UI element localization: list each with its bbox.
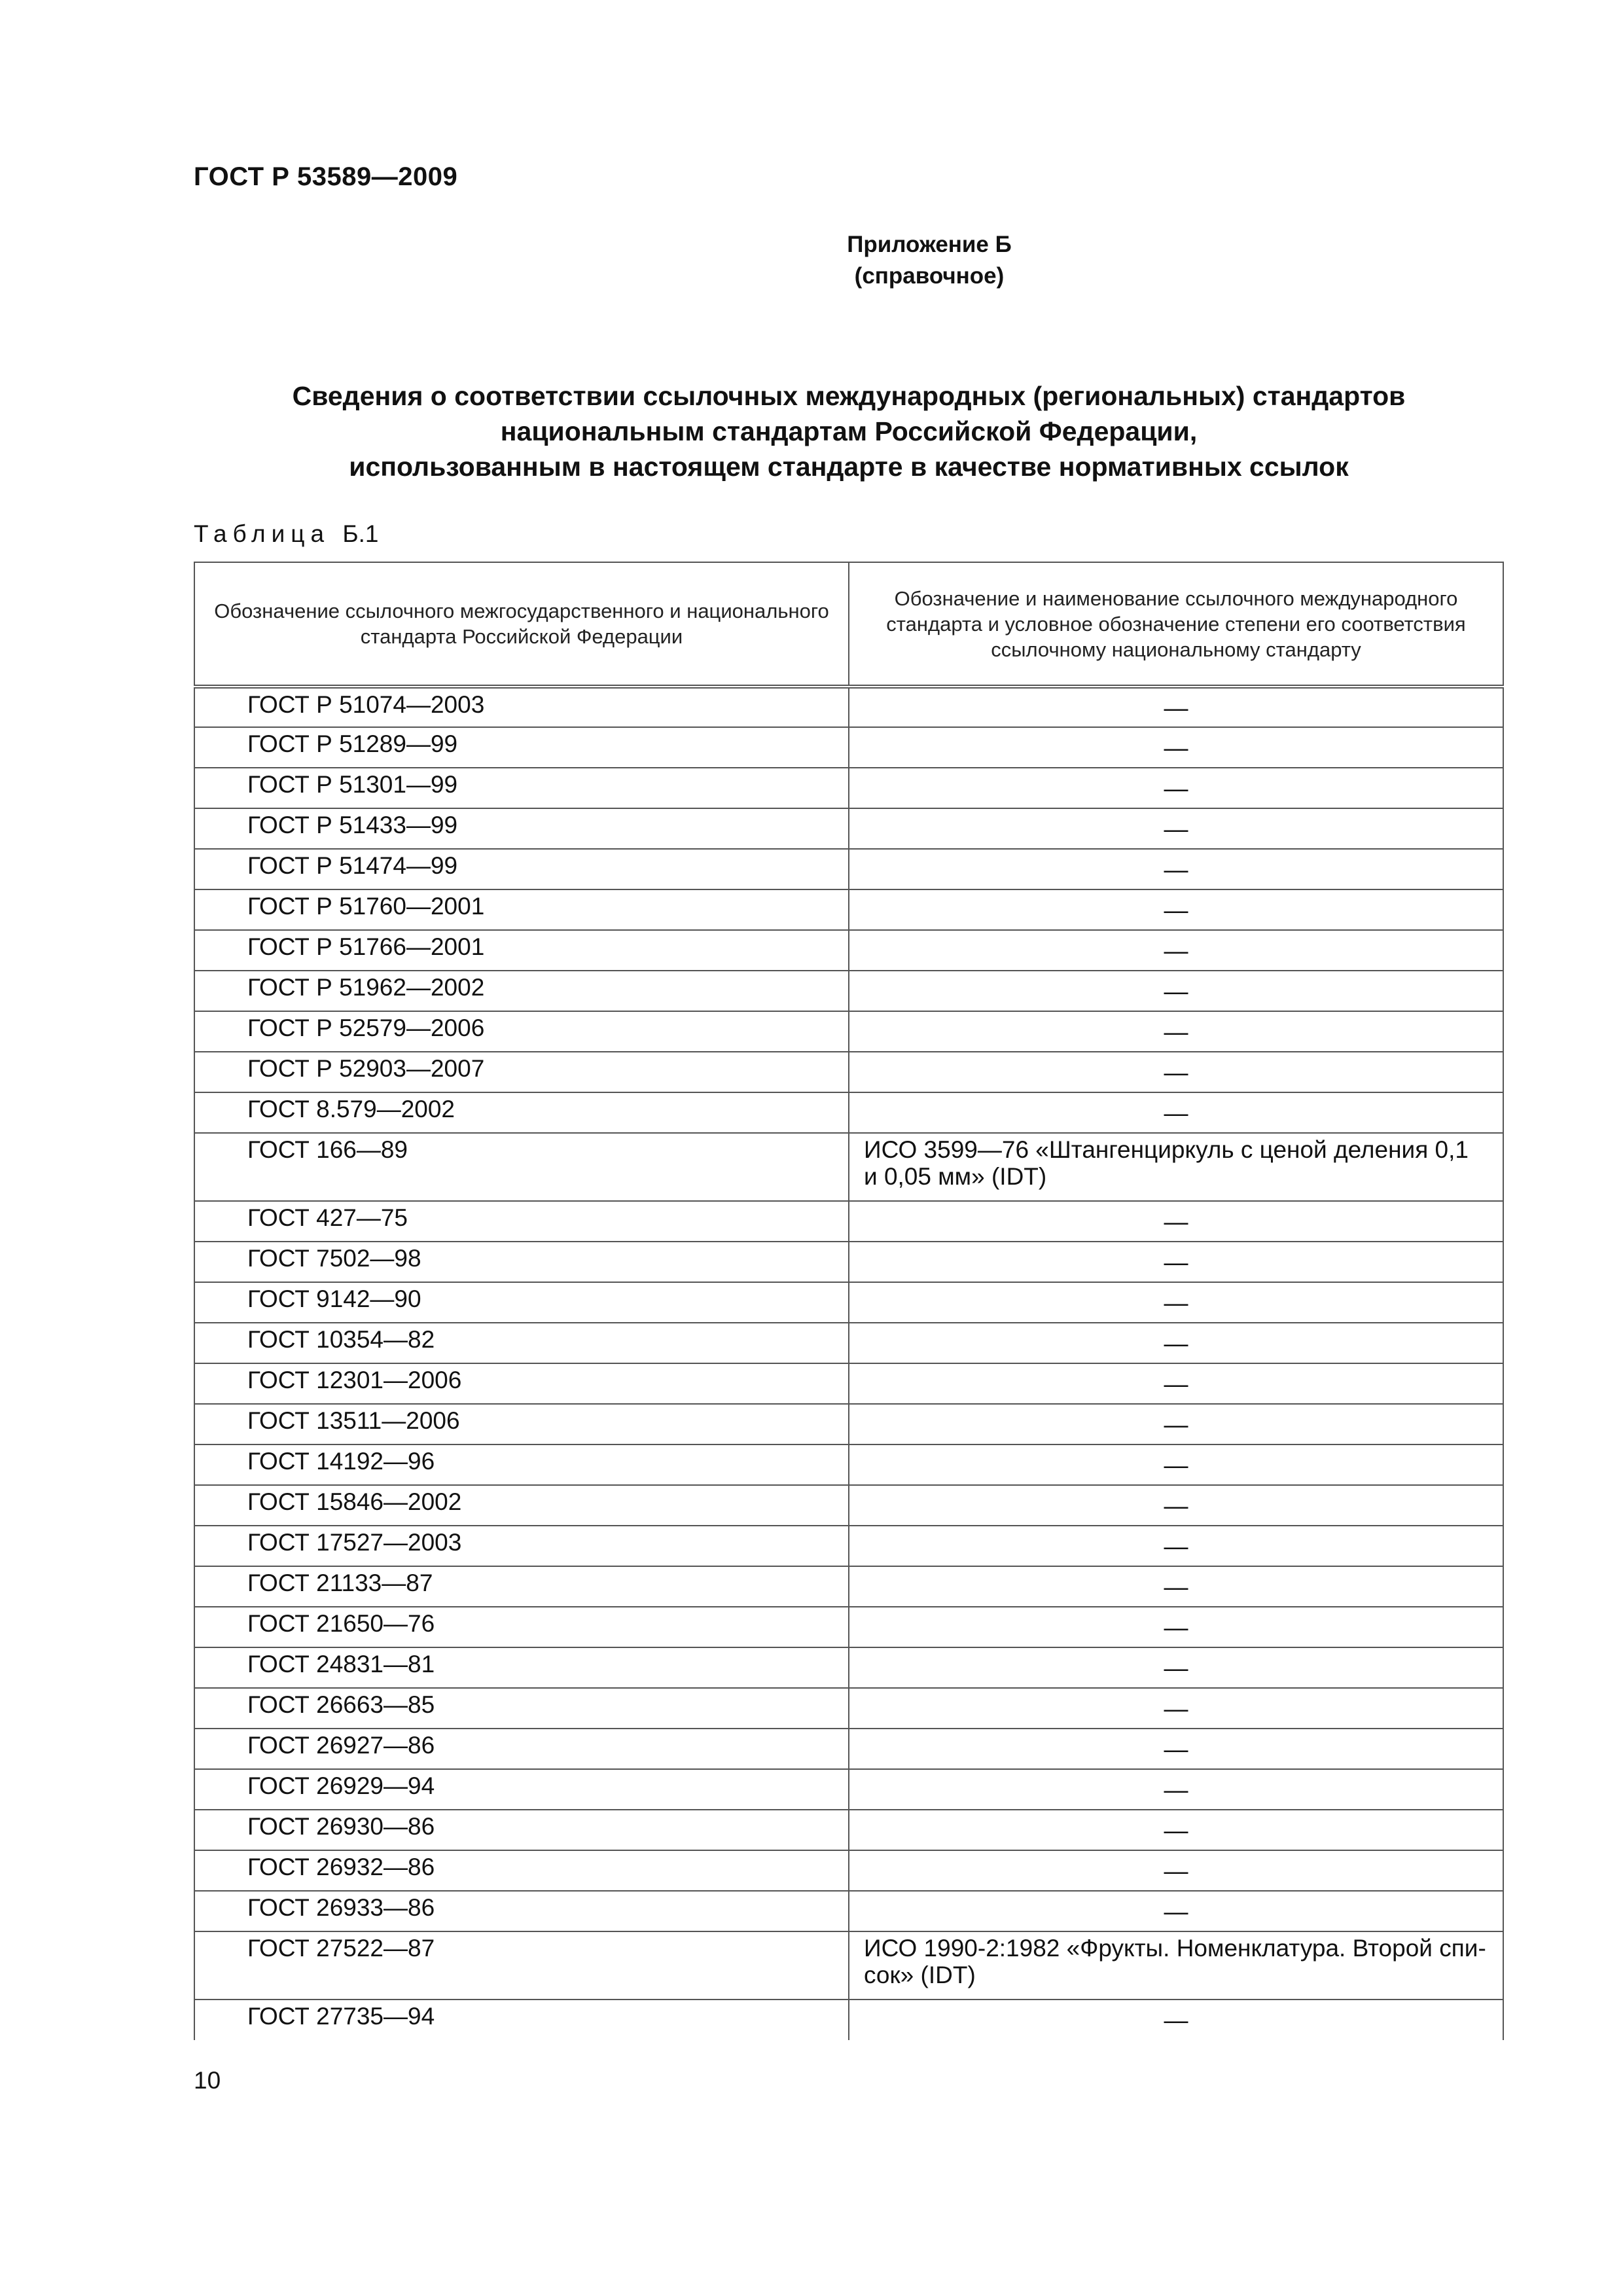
table-row <box>194 971 1503 1011</box>
no-reference-dash: — <box>849 1323 1503 1363</box>
no-reference-dash: — <box>849 768 1503 808</box>
no-reference-dash: — <box>849 1850 1503 1891</box>
national-standard-cell: ГОСТ 12301—2006 <box>194 1363 849 1404</box>
table-row <box>194 768 1503 808</box>
national-standard-cell: ГОСТ Р 51074—2003 <box>194 687 849 727</box>
reference-table <box>194 562 1504 2040</box>
title-line-3: использованным в настоящем стандарте в качестве нормативных ссылок <box>349 452 1349 482</box>
national-standard-cell: ГОСТ 15846—2002 <box>194 1485 849 1526</box>
national-standard-cell: ГОСТ 27522—87 <box>194 1931 849 2000</box>
page-number: 10 <box>194 2067 221 2094</box>
national-standard-cell: ГОСТ 7502—98 <box>194 1242 849 1282</box>
international-standard-cell: ИСО 1990-2:1982 «Фрукты. Номенклатура. Второй спи-сок» (IDT) <box>849 1931 1503 2000</box>
document-code: ГОСТ Р 53589—2009 <box>194 162 458 191</box>
appendix-type: (справочное) <box>854 263 1005 289</box>
national-standard-cell: ГОСТ 26929—94 <box>194 1769 849 1810</box>
no-reference-dash: — <box>849 971 1503 1011</box>
table-row <box>194 1810 1503 1850</box>
table-row <box>194 849 1503 889</box>
table-row <box>194 727 1503 768</box>
table-row <box>194 1092 1503 1133</box>
international-standard-cell: ИСО 3599—76 «Штангенциркуль с ценой деления 0,1 и 0,05 мм» (IDT) <box>849 1133 1503 1201</box>
national-standard-cell: ГОСТ 27735—94 <box>194 2000 849 2040</box>
national-standard-cell: ГОСТ 14192—96 <box>194 1444 849 1485</box>
table-row <box>194 1052 1503 1092</box>
table-row <box>194 889 1503 930</box>
no-reference-dash: — <box>849 1688 1503 1729</box>
appendix-heading <box>0 229 1623 292</box>
table-row <box>194 1526 1503 1566</box>
no-reference-dash: — <box>849 687 1503 727</box>
no-reference-dash: — <box>849 808 1503 849</box>
national-standard-cell: ГОСТ 26933—86 <box>194 1891 849 1931</box>
table-row <box>194 1769 1503 1810</box>
table-row <box>194 1201 1503 1242</box>
no-reference-dash: — <box>849 1485 1503 1526</box>
no-reference-dash: — <box>849 1242 1503 1282</box>
table-row <box>194 1363 1503 1404</box>
national-standard-cell: ГОСТ 26930—86 <box>194 1810 849 1850</box>
table-row <box>194 1444 1503 1485</box>
national-standard-cell: ГОСТ Р 51766—2001 <box>194 930 849 971</box>
no-reference-dash: — <box>849 1729 1503 1769</box>
table-row <box>194 1404 1503 1444</box>
table-row <box>194 1931 1503 2000</box>
table-row <box>194 1133 1503 1201</box>
column-header-international-standard: Обозначение и наименование ссылочного международного стандарта и условное обозначение степени его соответствия ссылочному национальному стандарту <box>849 562 1503 687</box>
no-reference-dash: — <box>849 1201 1503 1242</box>
table-row <box>194 930 1503 971</box>
appendix-label: Приложение Б <box>847 232 1012 257</box>
national-standard-cell: ГОСТ 26663—85 <box>194 1688 849 1729</box>
national-standard-cell: ГОСТ 166—89 <box>194 1133 849 1201</box>
national-standard-cell: ГОСТ Р 52903—2007 <box>194 1052 849 1092</box>
table-row <box>194 1647 1503 1688</box>
national-standard-cell: ГОСТ 21133—87 <box>194 1566 849 1607</box>
no-reference-dash: — <box>849 1810 1503 1850</box>
national-standard-cell: ГОСТ 26932—86 <box>194 1850 849 1891</box>
no-reference-dash: — <box>849 1607 1503 1647</box>
national-standard-cell: ГОСТ 17527—2003 <box>194 1526 849 1566</box>
table-row <box>194 808 1503 849</box>
no-reference-dash: — <box>849 727 1503 768</box>
national-standard-cell: ГОСТ 10354—82 <box>194 1323 849 1363</box>
title-line-2: национальным стандартам Российской Федерации, <box>500 416 1198 446</box>
no-reference-dash: — <box>849 1363 1503 1404</box>
national-standard-cell: ГОСТ 13511—2006 <box>194 1404 849 1444</box>
national-standard-cell: ГОСТ 8.579—2002 <box>194 1092 849 1133</box>
no-reference-dash: — <box>849 1092 1503 1133</box>
table-body <box>194 687 1503 2040</box>
title-line-1: Сведения о соответствии ссылочных международных (региональных) стандартов <box>292 381 1406 411</box>
table-caption <box>194 520 379 548</box>
no-reference-dash: — <box>849 1769 1503 1810</box>
table-row <box>194 687 1503 727</box>
no-reference-dash: — <box>849 2000 1503 2040</box>
national-standard-cell: ГОСТ 427—75 <box>194 1201 849 1242</box>
national-standard-cell: ГОСТ Р 51289—99 <box>194 727 849 768</box>
national-standard-cell: ГОСТ 21650—76 <box>194 1607 849 1647</box>
national-standard-cell: ГОСТ Р 52579—2006 <box>194 1011 849 1052</box>
table-caption-word: Таблица <box>194 520 330 547</box>
no-reference-dash: — <box>849 1566 1503 1607</box>
table-row <box>194 1607 1503 1647</box>
no-reference-dash: — <box>849 889 1503 930</box>
table-row <box>194 1323 1503 1363</box>
no-reference-dash: — <box>849 1282 1503 1323</box>
table-row <box>194 2000 1503 2040</box>
national-standard-cell: ГОСТ Р 51474—99 <box>194 849 849 889</box>
no-reference-dash: — <box>849 1052 1503 1092</box>
no-reference-dash: — <box>849 1526 1503 1566</box>
national-standard-cell: ГОСТ 9142—90 <box>194 1282 849 1323</box>
column-header-national-standard: Обозначение ссылочного межгосударственного и национального стандарта Российской Федерации <box>194 562 849 687</box>
table-row <box>194 1566 1503 1607</box>
no-reference-dash: — <box>849 930 1503 971</box>
table-row <box>194 1282 1503 1323</box>
national-standard-cell: ГОСТ 26927—86 <box>194 1729 849 1769</box>
no-reference-dash: — <box>849 1444 1503 1485</box>
no-reference-dash: — <box>849 1011 1503 1052</box>
no-reference-dash: — <box>849 849 1503 889</box>
national-standard-cell: ГОСТ Р 51433—99 <box>194 808 849 849</box>
table-row <box>194 1850 1503 1891</box>
table-header-row <box>194 562 1503 687</box>
no-reference-dash: — <box>849 1647 1503 1688</box>
national-standard-cell: ГОСТ Р 51760—2001 <box>194 889 849 930</box>
table-row <box>194 1242 1503 1282</box>
national-standard-cell: ГОСТ 24831—81 <box>194 1647 849 1688</box>
section-title <box>194 378 1504 484</box>
table-row <box>194 1688 1503 1729</box>
table-row <box>194 1729 1503 1769</box>
table-row <box>194 1485 1503 1526</box>
no-reference-dash: — <box>849 1891 1503 1931</box>
national-standard-cell: ГОСТ Р 51301—99 <box>194 768 849 808</box>
table-row <box>194 1011 1503 1052</box>
no-reference-dash: — <box>849 1404 1503 1444</box>
table-row <box>194 1891 1503 1931</box>
national-standard-cell: ГОСТ Р 51962—2002 <box>194 971 849 1011</box>
table-caption-number: Б.1 <box>342 520 379 547</box>
